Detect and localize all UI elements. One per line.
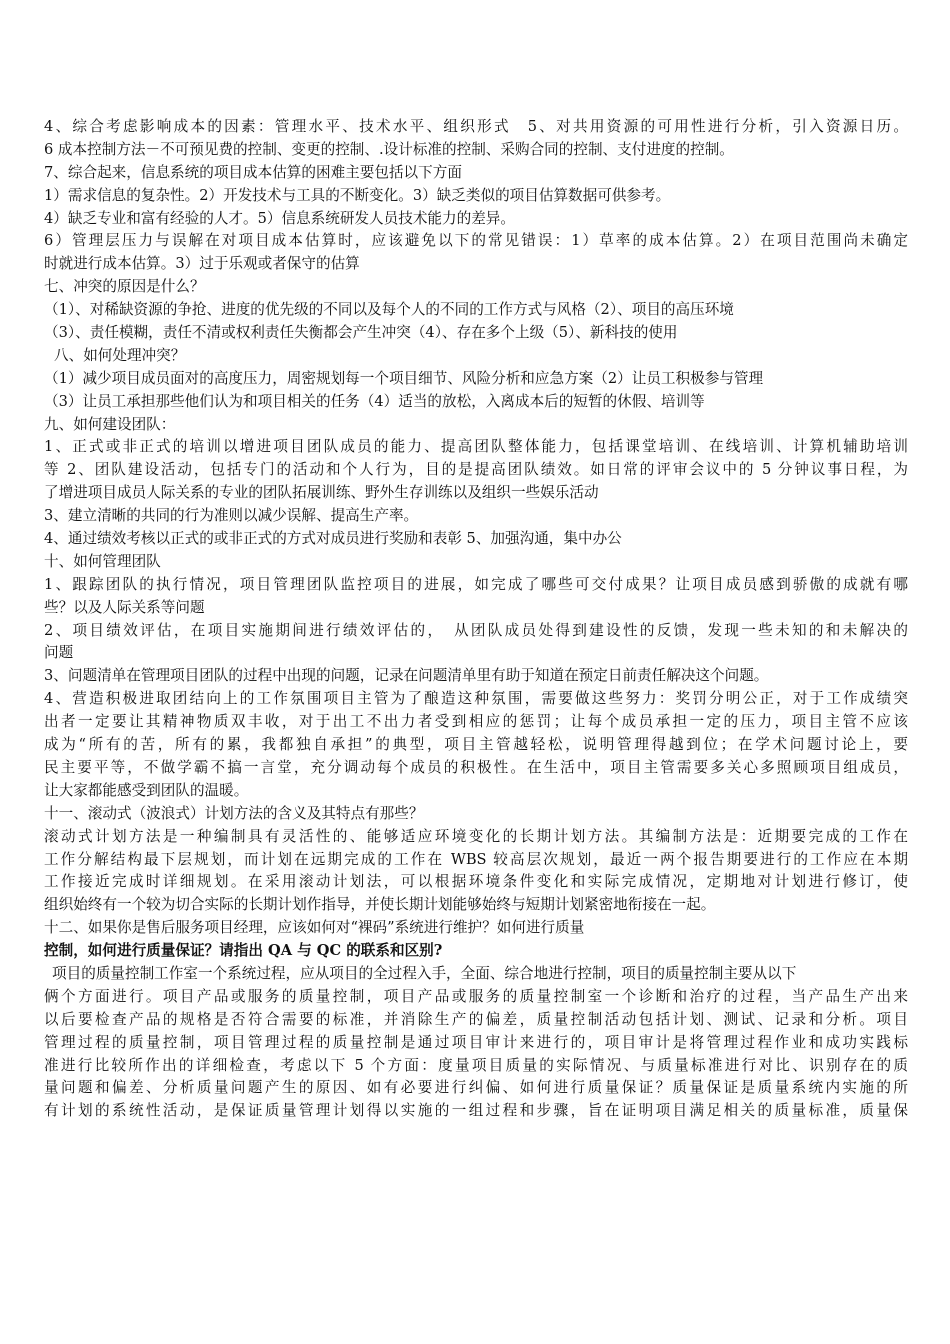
text-line: 十、如何管理团队 [44,552,161,570]
text-line: 俩个方面进行。项目产品或服务的质量控制，项目产品或服务的质量控制室一个诊断和治疗的过程，当产品生产出来 [44,987,908,1005]
text-line: 3、问题清单在管理项目团队的过程中出现的问题，记录在问题清单里有助于知道在预定日前责任解决这个问题。 [44,667,769,685]
text-line: 滚动式计划方法是一种编制具有灵活性的、能够适应环境变化的长期计划方法。其编制方法是：近期要完成的工作在 [44,827,908,845]
text-line: 控制，如何进行质量保证？请指出 QA 与 QC 的联系和区别? [44,942,443,960]
text-line: 4）缺乏专业和富有经验的人才。5）信息系统研发人员技术能力的差异。 [44,209,515,227]
text-line: 八、如何处理冲突？ [54,346,186,364]
text-line: 2、项目绩效评估，在项目实施期间进行绩效评估的， 从团队成员处得到建设性的反馈，发现一些未知的和未解决的 [44,621,908,639]
text-line: 以后要检查产品的规格是否符合需要的标准，并消除生产的偏差，质量控制活动包括计划、测试、记录和分析。项目 [44,1010,908,1028]
text-line: 成为“所有的苦，所有的累，我都独自承担”的典型，项目主管越轻松，说明管理得越到位；在学术问题讨论上，要 [44,736,908,754]
text-line: （3）、责任模糊，责任不清或权利责任失衡都会产生冲突（4）、存在多个上级（5）、新科技的使用 [44,324,678,342]
text-line: 等 2、团队建设活动，包括专门的活动和个人行为，目的是提高团队绩效。如日常的评审会议中的 5 分钟议事日程，为 [44,461,908,479]
text-line: 工作接近完成时详细规划。在采用滚动计划法，可以根据环境条件变化和实际完成情况，定期地对计划进行修订，使 [44,873,908,891]
document-page [44,116,908,1123]
text-line: 组织始终有一个较为切合实际的长期计划作指导，并使长期计划能够始终与短期计划紧密地衔接在一起。 [44,896,716,914]
text-line: 些？以及人际关系等问题 [44,598,205,616]
text-line: 准进行比较所作出的详细检查，考虑以下 5 个方面：度量项目质量的实际情况、与质量标准进行对比、识别存在的质 [44,1056,908,1074]
text-line: 管理过程的质量控制，项目管理过程的质量控制是通过项目审计来进行的，项目审计是将管理过程作业和成功实践标 [44,1033,908,1051]
text-line: 4、通过绩效考核以正式的或非正式的方式对成员进行奖励和表彰 5、加强沟通，集中办公 [44,530,622,548]
text-line: 七、冲突的原因是什么？ [44,278,205,296]
text-line: 问题 [44,644,74,662]
text-line: 有计划的系统性活动，是保证质量管理计划得以实施的一组过程和步骤，旨在证明项目满足相关的质量标准，质量保 [44,1102,908,1120]
text-line: （1）、对稀缺资源的争抢、进度的优先级的不同以及每个人的不同的工作方式与风格（2）、项目的高压环境 [44,301,734,319]
text-line: 1、正式或非正式的培训以增进项目团队成员的能力、提高团队整体能力，包括课堂培训、在线培训、计算机辅助培训 [44,438,908,456]
text-line: 十一、滚动式（波浪式）计划方法的含义及其特点有那些？ [44,804,424,822]
text-line: 量问题和偏差、分析质量问题产生的原因、如有必要进行纠偏、如何进行质量保证？质量保证是质量系统内实施的所 [44,1079,908,1097]
text-line: 1、跟踪团队的执行情况，项目管理团队监控项目的进展，如完成了哪些可交付成果？让项目成员感到骄傲的成就有哪 [44,575,908,593]
text-line: 工作分解结构最下层规划，而计划在远期完成的工作在 WBS 较高层次规划，最近一两个报告期要进行的工作应在本期 [44,850,908,868]
text-line: （1）减少项目成员面对的高度压力，周密规划每一个项目细节、风险分析和应急方案（2）让员工积极参与管理 [44,369,764,387]
text-line: 项目的质量控制工作室一个系统过程，应从项目的全过程入手，全面、综合地进行控制，项目的质量控制主要从以下 [52,964,797,982]
text-line: 3、建立清晰的共同的行为准则以减少误解、提高生产率。 [44,507,419,525]
text-line: 九、如何建设团队： [44,415,176,433]
text-line: 民主要平等，不做学霸不搞一言堂，充分调动每个成员的积极性。在生活中，项目主管需要多关心多照顾项目组成员， [44,758,908,776]
text-line: 了增进项目成员人际关系的专业的团队拓展训练、野外生存训练以及组织一些娱乐活动 [44,484,599,502]
text-line: 十二、如果你是售后服务项目经理，应该如何对“裸码”系统进行维护？如何进行质量 [44,919,585,937]
text-line: 6 成本控制方法－不可预见费的控制、变更的控制、.设计标准的控制、采购合同的控制、支付进度的控制。 [44,140,734,158]
text-line: 时就进行成本估算。3）过于乐观或者保守的估算 [44,255,360,273]
text-line: 4、综合考虑影响成本的因素：管理水平、技术水平、组织形式 5、对共用资源的可用性进行分析，引入资源日历。 [44,118,908,135]
text-line: 7、综合起来，信息系统的项目成本估算的困难主要包括以下方面 [44,163,462,181]
text-line: 1）需求信息的复杂性。2）开发技术与工具的不断变化。3）缺乏类似的项目估算数据可供参考。 [44,186,671,204]
text-line: 出者一定要让其精神物质双丰收，对于出工不出力者受到相应的惩罚；让每个成员承担一定的压力，项目主管不应该 [44,713,908,731]
text-line: （3）让员工承担那些他们认为和项目相关的任务（4）适当的放松，入离成本后的短暂的休假、培训等 [44,392,705,410]
text-line: 4、营造积极进取团结向上的工作氛围项目主管为了酿造这种氛围，需要做这些努力：奖罚分明公正，对于工作成绩突 [44,690,908,708]
text-line: 6）管理层压力与误解在对项目成本估算时，应该避免以下的常见错误：1）草率的成本估算。2）在项目范围尚未确定 [44,232,908,250]
text-line: 让大家都能感受到团队的温暖。 [44,781,249,799]
